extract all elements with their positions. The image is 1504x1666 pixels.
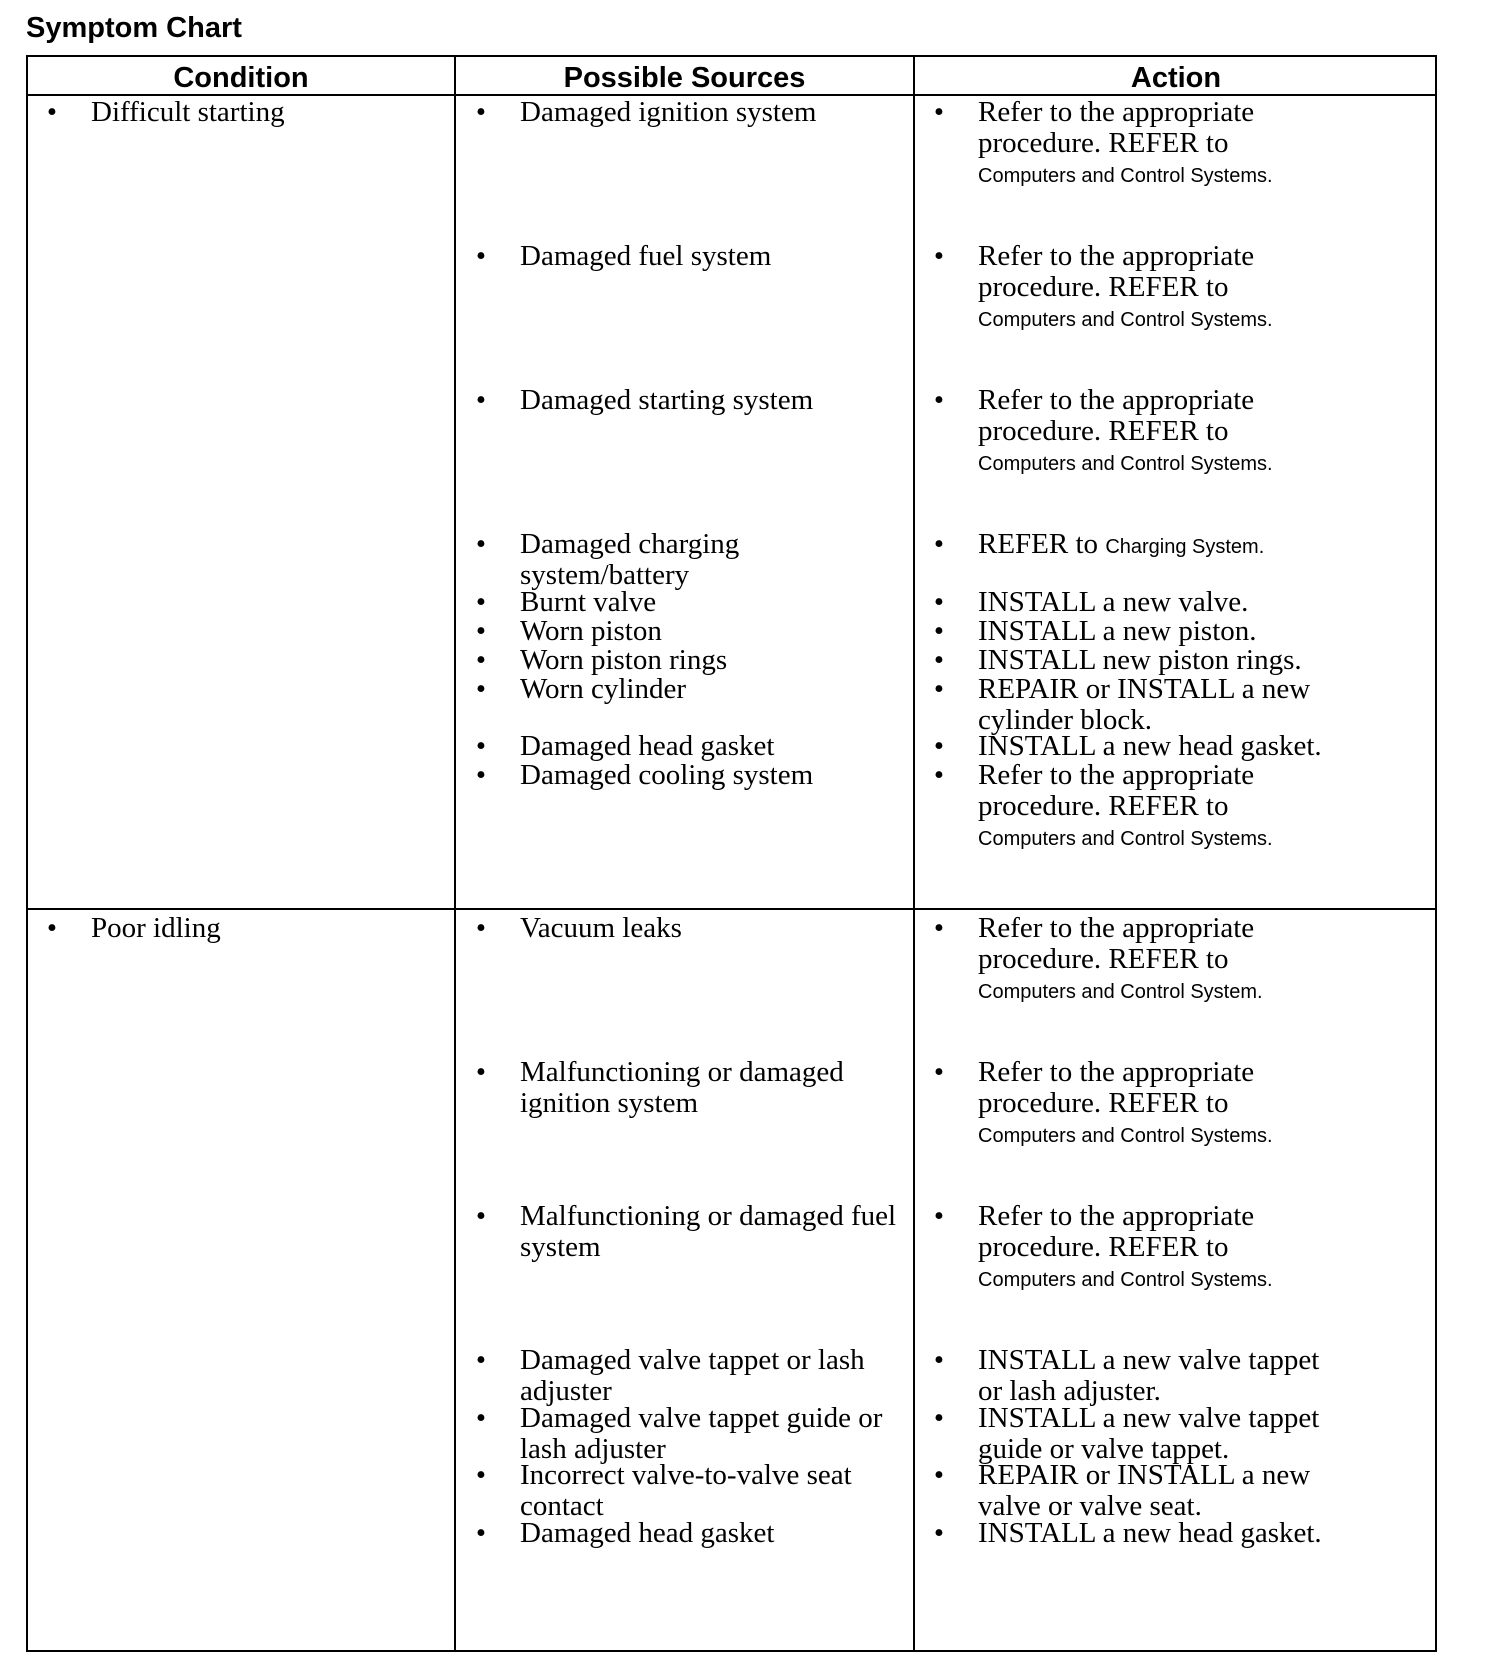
- action-text: INSTALL a new head gasket.: [978, 1517, 1322, 1549]
- action-item: • Refer to the appropriate procedure. REFER to Computers and Control Systems.: [927, 1201, 1427, 1297]
- action-item: • INSTALL a new head gasket.: [933, 730, 1322, 762]
- action-item: • REPAIR or INSTALL a new valve or valve seat.: [933, 1459, 1311, 1522]
- action-item: • Refer to the appropriate procedure. REFER to Computers and Control Systems.: [927, 1057, 1427, 1153]
- source-item: • Malfunctioning or damaged fuel system: [475, 1200, 897, 1263]
- action-text: Refer to the appropriate procedure. REFER to: [978, 1056, 1255, 1119]
- action-text: Refer to the appropriate procedure. REFER to: [978, 240, 1255, 303]
- condition-cell: [40, 913, 440, 944]
- bullet: •: [46, 912, 58, 944]
- condition-text: Difficult starting: [91, 96, 285, 128]
- source-item: • Worn piston: [475, 615, 662, 647]
- source-text: Vacuum leaks: [520, 912, 682, 944]
- action-item: • REPAIR or INSTALL a new cylinder block.: [933, 673, 1311, 736]
- action-text: REFER to: [978, 528, 1099, 560]
- action-item: • Refer to the appropriate procedure. REFER to Computers and Control Systems.: [927, 241, 1427, 337]
- header-possible-sources: Possible Sources: [563, 61, 806, 94]
- source-item: • Damaged cooling system: [475, 759, 814, 791]
- source-item: • Damaged head gasket: [475, 730, 775, 762]
- source-text: Worn piston: [520, 615, 662, 647]
- action-item: • INSTALL a new head gasket.: [933, 1517, 1322, 1549]
- source-item: • Burnt valve: [475, 586, 657, 618]
- condition-text: Poor idling: [91, 912, 221, 944]
- action-reference: Computers and Control Systems.: [978, 165, 1273, 187]
- action-text: Refer to the appropriate procedure. REFER to: [978, 759, 1255, 822]
- source-text: Damaged ignition system: [520, 96, 817, 128]
- source-item: • Damaged fuel system: [475, 240, 772, 272]
- header-action: Action: [1130, 61, 1222, 94]
- source-item: • Damaged head gasket: [475, 1517, 775, 1549]
- page-title: Symptom Chart: [26, 12, 242, 44]
- condition-cell: [40, 97, 440, 128]
- symptom-chart-table: [26, 55, 1437, 1652]
- action-item: • REFER to Charging System.: [933, 528, 1265, 560]
- action-text: INSTALL a new head gasket.: [978, 730, 1322, 762]
- action-text: INSTALL a new valve tappet or lash adjuster.: [978, 1344, 1320, 1407]
- source-item: • Damaged valve tappet guide or lash adjuster: [475, 1402, 883, 1465]
- source-item: • Damaged valve tappet or lash adjuster: [475, 1344, 865, 1407]
- source-item: • Damaged charging system/battery: [475, 528, 740, 591]
- column-divider: [454, 57, 456, 1650]
- action-item: • Refer to the appropriate procedure. REFER to Computers and Control Systems.: [927, 760, 1427, 856]
- action-text: INSTALL a new valve tappet guide or valve tappet.: [978, 1402, 1320, 1465]
- action-text: Refer to the appropriate procedure. REFER to: [978, 1200, 1255, 1263]
- action-text: INSTALL a new piston.: [978, 615, 1257, 647]
- action-reference: Computers and Control Systems.: [978, 453, 1273, 475]
- action-reference: Computers and Control Systems.: [978, 309, 1273, 331]
- source-text: Malfunctioning or damaged ignition system: [520, 1056, 844, 1119]
- source-text: Burnt valve: [520, 586, 657, 618]
- row-divider: [28, 908, 1435, 910]
- action-item: • Refer to the appropriate procedure. REFER to Computers and Control Systems.: [927, 385, 1427, 481]
- action-reference: Computers and Control Systems.: [978, 1269, 1273, 1291]
- action-text: Refer to the appropriate procedure. REFER to: [978, 384, 1255, 447]
- source-text: Damaged cooling system: [520, 759, 814, 791]
- source-text: Damaged valve tappet guide or lash adjuster: [520, 1402, 883, 1465]
- source-text: Damaged charging system/battery: [520, 528, 740, 591]
- action-text: INSTALL new piston rings.: [978, 644, 1302, 676]
- source-item: • Incorrect valve-to-valve seat contact: [475, 1459, 852, 1522]
- source-item: • Damaged ignition system: [475, 96, 817, 128]
- source-item: • Vacuum leaks: [475, 912, 682, 944]
- source-text: Damaged fuel system: [520, 240, 772, 272]
- action-text: Refer to the appropriate procedure. REFER to: [978, 96, 1255, 159]
- action-text: Refer to the appropriate procedure. REFER to: [978, 912, 1255, 975]
- action-reference: Charging System.: [1105, 536, 1265, 558]
- action-text: INSTALL a new valve.: [978, 586, 1249, 618]
- action-item: • Refer to the appropriate procedure. REFER to Computers and Control System.: [927, 913, 1427, 1009]
- action-item: • Refer to the appropriate procedure. REFER to Computers and Control Systems.: [927, 97, 1427, 193]
- action-item: • INSTALL a new piston.: [933, 615, 1257, 647]
- source-item: • Damaged starting system: [475, 384, 814, 416]
- action-text: REPAIR or INSTALL a new cylinder block.: [978, 673, 1311, 736]
- bullet: •: [46, 96, 58, 128]
- action-text: REPAIR or INSTALL a new valve or valve seat.: [978, 1459, 1311, 1522]
- action-reference: Computers and Control System.: [978, 981, 1263, 1003]
- action-item: • INSTALL a new valve tappet or lash adjuster.: [933, 1344, 1320, 1407]
- action-reference: Computers and Control Systems.: [978, 828, 1273, 850]
- action-item: • INSTALL new piston rings.: [933, 644, 1302, 676]
- source-item: • Malfunctioning or damaged ignition system: [475, 1056, 844, 1119]
- source-text: Incorrect valve-to-valve seat contact: [520, 1459, 852, 1522]
- source-text: Malfunctioning or damaged fuel system: [520, 1200, 897, 1263]
- source-item: • Worn piston rings: [475, 644, 728, 676]
- action-item: • INSTALL a new valve.: [933, 586, 1249, 618]
- column-divider: [913, 57, 915, 1650]
- header-condition: Condition: [173, 61, 309, 94]
- action-item: • INSTALL a new valve tappet guide or valve tappet.: [933, 1402, 1320, 1465]
- source-text: Damaged head gasket: [520, 1517, 775, 1549]
- source-item: • Worn cylinder: [475, 673, 686, 705]
- source-text: Damaged valve tappet or lash adjuster: [520, 1344, 865, 1407]
- action-reference: Computers and Control Systems.: [978, 1125, 1273, 1147]
- source-text: Worn piston rings: [520, 644, 728, 676]
- source-text: Worn cylinder: [520, 673, 686, 705]
- source-text: Damaged starting system: [520, 384, 814, 416]
- source-text: Damaged head gasket: [520, 730, 775, 762]
